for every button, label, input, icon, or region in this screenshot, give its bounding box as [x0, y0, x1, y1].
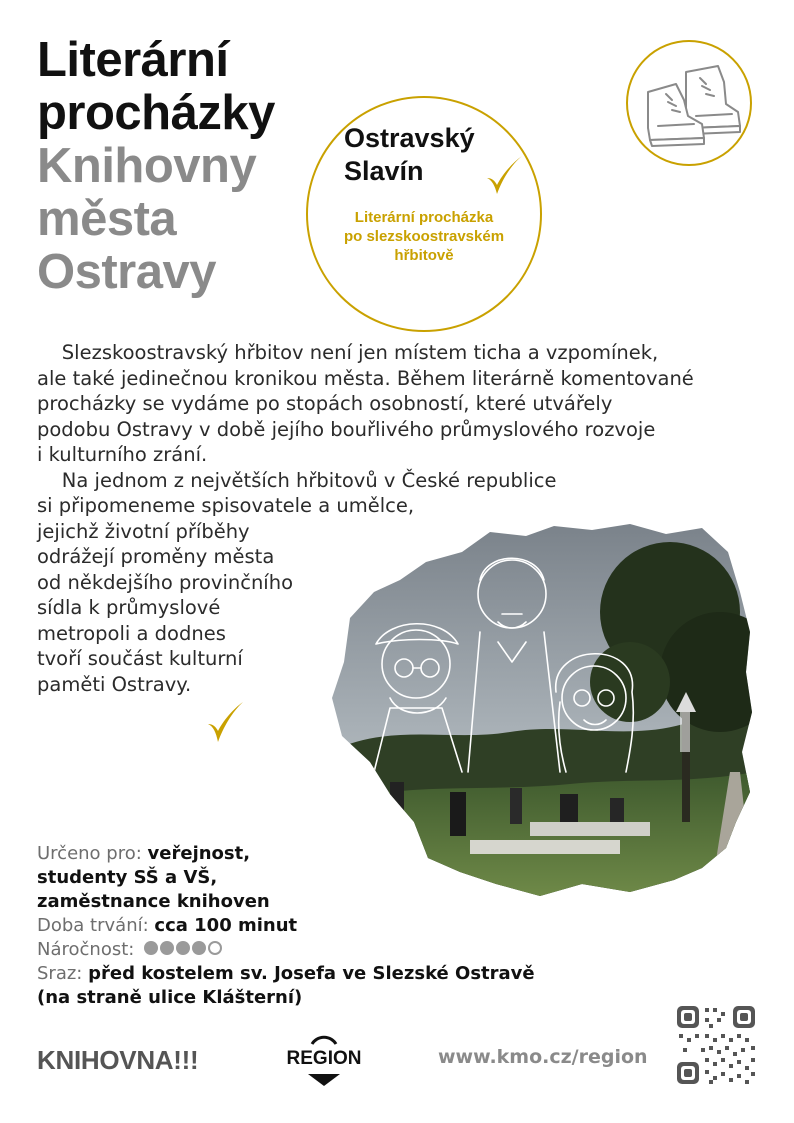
description-line: Slezskoostravský hřbitov není jen místem ticha a vzpomínek,: [37, 341, 659, 364]
event-subtitle: [308, 208, 540, 265]
duration-row: [37, 914, 535, 938]
checkmark-icon: [205, 700, 245, 746]
difficulty-row: [37, 938, 535, 962]
page-title: [37, 34, 275, 299]
description-line: jejichž životní příběhy: [37, 519, 250, 543]
title-line: procházky: [37, 86, 275, 140]
region-logo: [280, 1030, 368, 1088]
description-line: ale také jedinečnou kronikou města. Během literárně komentované: [37, 366, 694, 390]
meeting-row: [37, 962, 535, 986]
difficulty-dot-filled: [192, 941, 206, 955]
duration-label: Doba trvání:: [37, 915, 149, 936]
title-line: Ostravy: [37, 245, 217, 299]
description-line: paměti Ostravy.: [37, 672, 192, 696]
event-subtitle-line: Literární procházka: [354, 209, 494, 226]
title-line: města: [37, 192, 177, 246]
event-badge: [306, 96, 542, 332]
knihovna-logo: KNIHOVNA!!!: [37, 1045, 199, 1075]
title-line: Literární: [37, 33, 229, 87]
event-name: [344, 122, 475, 188]
description-line: Na jednom z největších hřbitovů v České republice: [37, 468, 557, 492]
description-line: tvoří součást kulturní: [37, 647, 243, 670]
event-subtitle-line: hřbitově: [394, 247, 454, 264]
difficulty-dot-filled: [176, 941, 190, 955]
checkmark-icon: [484, 154, 524, 198]
event-name-line: Ostravský: [344, 123, 475, 153]
difficulty-dot-filled: [160, 941, 174, 955]
description-line: procházky se vydáme po stopách osobností, které utvářely: [37, 392, 613, 415]
audience-row: [37, 842, 535, 866]
event-info: [37, 842, 535, 1010]
title-line: Knihovny: [37, 139, 257, 193]
description-line: si připomeneme spisovatele a umělce,: [37, 494, 415, 517]
audience-value: zaměstnance knihoven: [37, 891, 270, 912]
website-link[interactable]: www.kmo.cz/region: [438, 1046, 648, 1068]
duration-value: cca 100 minut: [154, 915, 298, 936]
description-line: sídla k průmyslové: [37, 596, 221, 619]
difficulty-label: Náročnost:: [37, 939, 135, 960]
description-line: od někdejšího provinčního: [37, 570, 294, 594]
event-name-line: Slavín: [344, 156, 424, 186]
meeting-label: Sraz:: [37, 963, 83, 984]
boots-badge: [626, 40, 752, 166]
description-line: metropoli a dodnes: [37, 621, 226, 645]
difficulty-rating: [144, 938, 224, 962]
region-label: REGION: [286, 1048, 362, 1069]
description-line: i kulturního zrání.: [37, 443, 208, 466]
event-subtitle-line: po slezskoostravském: [343, 228, 505, 245]
meeting-value: před kostelem sv. Josefa ve Slezské Ostravě: [88, 963, 535, 984]
audience-value: studenty SŠ a VŠ,: [37, 867, 218, 888]
description-line: odrážejí proměny města: [37, 545, 275, 568]
difficulty-dot-empty: [208, 941, 222, 955]
description-line: podobu Ostravy v době jejího bouřlivého průmyslového rozvoje: [37, 417, 656, 441]
audience-value: veřejnost,: [147, 843, 251, 864]
audience-label: Určeno pro:: [37, 843, 142, 864]
boots-icon: [628, 42, 750, 164]
difficulty-dot-filled: [144, 941, 158, 955]
meeting-value: (na straně ulice Klášterní): [37, 987, 303, 1008]
qr-code-icon: [675, 1004, 757, 1086]
